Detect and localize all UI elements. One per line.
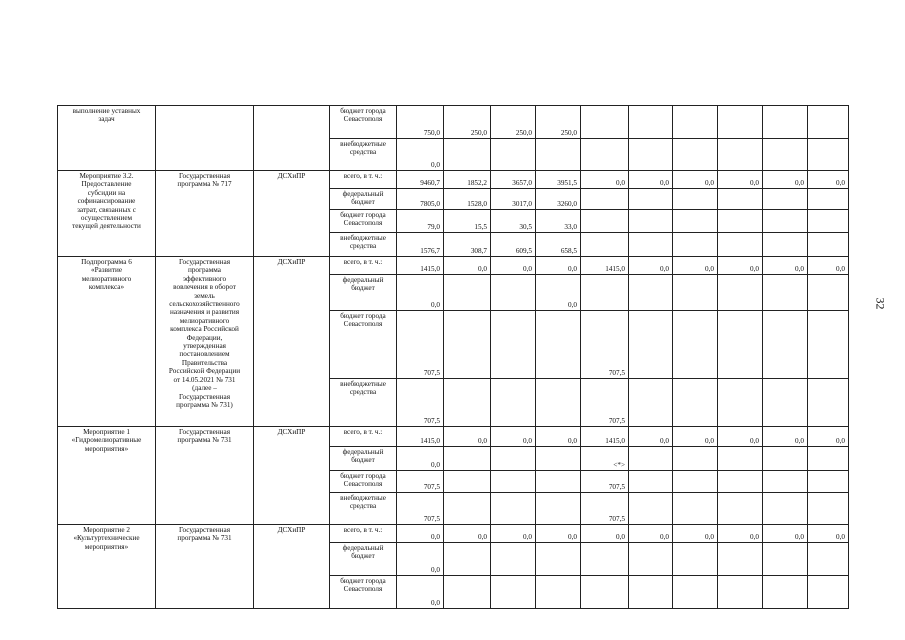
amount-cell — [807, 105, 849, 139]
amount-value: 0,0 — [660, 532, 669, 541]
amount-value: 0,0 — [836, 264, 845, 273]
amount-cell — [443, 426, 491, 447]
amount-cell — [717, 542, 763, 576]
amount-value: 3017,0 — [512, 199, 532, 208]
amount-cell — [762, 209, 808, 233]
amount-value: 707,5 — [423, 368, 440, 377]
amount-cell — [628, 209, 673, 233]
amount-value: 308,7 — [470, 246, 487, 255]
amount-cell — [580, 274, 629, 311]
amount-value: 0,0 — [431, 565, 440, 574]
amount-cell — [535, 170, 581, 189]
amount-cell — [717, 310, 763, 379]
program-basis-cell: Государственная программа № 717 — [155, 170, 254, 257]
executor-cell: ДСХиПР — [253, 524, 330, 609]
amount-cell — [717, 170, 763, 189]
amount-value: 1852,2 — [467, 178, 487, 187]
amount-cell — [762, 138, 808, 171]
amount-cell — [717, 188, 763, 210]
amount-cell — [762, 470, 808, 493]
amount-cell — [717, 470, 763, 493]
program-basis-cell: Государственная программа № 731 — [155, 524, 254, 609]
amount-value: 707,5 — [608, 514, 625, 523]
amount-value: 707,5 — [423, 416, 440, 425]
amount-cell — [580, 188, 629, 210]
amount-cell — [535, 470, 581, 493]
amount-cell — [807, 232, 849, 257]
amount-value: 33,0 — [564, 222, 577, 231]
executor-cell — [253, 105, 330, 171]
amount-cell — [717, 524, 763, 543]
page-number: 32 — [873, 297, 888, 310]
amount-cell — [580, 170, 629, 189]
amount-cell — [443, 232, 491, 257]
amount-cell — [396, 446, 444, 471]
amount-value: 0,0 — [660, 436, 669, 445]
amount-value: <*> — [613, 460, 625, 469]
amount-cell — [443, 105, 491, 139]
amount-cell — [535, 105, 581, 139]
amount-cell — [807, 492, 849, 525]
funding-source-cell: внебюджетные средства — [329, 232, 397, 257]
amount-cell — [672, 256, 718, 275]
amount-cell — [443, 138, 491, 171]
amount-value: 0,0 — [750, 178, 759, 187]
amount-value: 1528,0 — [467, 199, 487, 208]
amount-cell — [672, 575, 718, 609]
amount-cell — [580, 138, 629, 171]
amount-cell — [672, 170, 718, 189]
funding-source-cell: всего, в т. ч.: — [329, 170, 397, 189]
amount-cell — [628, 378, 673, 427]
amount-cell — [396, 378, 444, 427]
amount-cell — [490, 542, 536, 576]
amount-value: 1415,0 — [605, 264, 625, 273]
amount-cell — [628, 170, 673, 189]
amount-cell — [672, 138, 718, 171]
funding-source-cell: бюджет города Севастополя — [329, 470, 397, 493]
amount-cell — [807, 470, 849, 493]
amount-cell — [672, 209, 718, 233]
amount-cell — [443, 256, 491, 275]
amount-cell — [490, 232, 536, 257]
amount-cell — [396, 138, 444, 171]
amount-cell — [807, 575, 849, 609]
amount-cell — [535, 446, 581, 471]
amount-value: 0,0 — [836, 436, 845, 445]
funding-source-cell: всего, в т. ч.: — [329, 256, 397, 275]
amount-value: 0,0 — [431, 532, 440, 541]
amount-cell — [535, 274, 581, 311]
amount-cell — [762, 426, 808, 447]
executor-cell: ДСХиПР — [253, 426, 330, 525]
amount-value: 0,0 — [523, 264, 532, 273]
amount-cell — [762, 274, 808, 311]
amount-cell — [396, 170, 444, 189]
amount-cell — [628, 524, 673, 543]
amount-cell — [490, 575, 536, 609]
amount-cell — [807, 542, 849, 576]
amount-cell — [535, 378, 581, 427]
amount-value: 0,0 — [705, 264, 714, 273]
amount-cell — [443, 274, 491, 311]
amount-cell — [717, 378, 763, 427]
amount-value: 0,0 — [795, 436, 804, 445]
amount-cell — [807, 138, 849, 171]
amount-cell — [490, 138, 536, 171]
amount-cell — [628, 105, 673, 139]
program-basis-cell — [155, 105, 254, 171]
amount-value: 0,0 — [836, 532, 845, 541]
funding-source-cell: федеральный бюджет — [329, 274, 397, 311]
amount-value: 0,0 — [705, 436, 714, 445]
amount-cell — [580, 470, 629, 493]
amount-cell — [672, 232, 718, 257]
amount-cell — [490, 274, 536, 311]
activity-name-cell: Подпрограмма 6 «Развитие мелиоративного комплекса» — [57, 256, 156, 427]
amount-cell — [443, 378, 491, 427]
amount-cell — [807, 209, 849, 233]
amount-cell — [628, 256, 673, 275]
amount-cell — [762, 446, 808, 471]
amount-value: 0,0 — [836, 178, 845, 187]
amount-cell — [717, 426, 763, 447]
amount-value: 0,0 — [568, 436, 577, 445]
amount-cell — [762, 524, 808, 543]
funding-source-cell: бюджет города Севастополя — [329, 310, 397, 379]
funding-source-cell: внебюджетные средства — [329, 492, 397, 525]
amount-cell — [580, 378, 629, 427]
amount-cell — [443, 209, 491, 233]
amount-cell — [762, 310, 808, 379]
amount-value: 3951,5 — [557, 178, 577, 187]
amount-cell — [672, 274, 718, 311]
amount-value: 15,5 — [474, 222, 487, 231]
amount-value: 30,5 — [519, 222, 532, 231]
amount-value: 750,0 — [423, 128, 440, 137]
amount-cell — [490, 492, 536, 525]
executor-cell: ДСХиПР — [253, 256, 330, 427]
amount-value: 250,0 — [515, 128, 532, 137]
amount-cell — [672, 492, 718, 525]
amount-cell — [717, 492, 763, 525]
amount-value: 1415,0 — [420, 264, 440, 273]
amount-cell — [580, 256, 629, 275]
amount-cell — [762, 188, 808, 210]
amount-cell — [490, 310, 536, 379]
amount-cell — [628, 188, 673, 210]
amount-cell — [580, 446, 629, 471]
amount-cell — [396, 542, 444, 576]
amount-value: 0,0 — [478, 264, 487, 273]
amount-cell — [396, 188, 444, 210]
funding-source-cell: всего, в т. ч.: — [329, 524, 397, 543]
amount-cell — [490, 209, 536, 233]
amount-value: 79,0 — [427, 222, 440, 231]
funding-source-cell: внебюджетные средства — [329, 138, 397, 171]
amount-cell — [490, 470, 536, 493]
amount-cell — [535, 209, 581, 233]
amount-cell — [672, 188, 718, 210]
amount-cell — [580, 105, 629, 139]
amount-value: 609,5 — [515, 246, 532, 255]
amount-cell — [580, 542, 629, 576]
amount-value: 1415,0 — [605, 436, 625, 445]
amount-cell — [807, 524, 849, 543]
program-basis-cell: Государственная программа эффективного вовлечения в оборот земель сельскохозяйственного назначения и развития мелиоративного комплекса Российской Федерации, утвержденная постановлением Правительства Российской Федерации от 14.05.2021 № 731 (далее – Государственная программа № 731) — [155, 256, 254, 427]
amount-cell — [672, 524, 718, 543]
amount-value: 0,0 — [616, 532, 625, 541]
amount-cell — [443, 575, 491, 609]
amount-value: 0,0 — [568, 532, 577, 541]
funding-source-cell: всего, в т. ч.: — [329, 426, 397, 447]
amount-cell — [443, 492, 491, 525]
amount-cell — [762, 575, 808, 609]
amount-value: 0,0 — [750, 436, 759, 445]
amount-cell — [396, 470, 444, 493]
amount-cell — [717, 256, 763, 275]
amount-value: 0,0 — [523, 532, 532, 541]
funding-source-cell: бюджет города Севастополя — [329, 105, 397, 139]
amount-cell — [580, 310, 629, 379]
amount-value: 707,5 — [423, 514, 440, 523]
amount-value: 707,5 — [608, 482, 625, 491]
funding-source-cell: бюджет города Севастополя — [329, 575, 397, 609]
amount-value: 7805,0 — [420, 199, 440, 208]
funding-source-cell: федеральный бюджет — [329, 542, 397, 576]
amount-cell — [807, 274, 849, 311]
amount-value: 0,0 — [795, 178, 804, 187]
amount-cell — [807, 170, 849, 189]
amount-cell — [628, 575, 673, 609]
amount-cell — [672, 378, 718, 427]
amount-cell — [580, 232, 629, 257]
amount-cell — [443, 446, 491, 471]
amount-value: 250,0 — [560, 128, 577, 137]
program-basis-cell: Государственная программа № 731 — [155, 426, 254, 525]
amount-cell — [443, 542, 491, 576]
amount-cell — [535, 310, 581, 379]
amount-cell — [762, 105, 808, 139]
amount-value: 0,0 — [478, 436, 487, 445]
amount-value: 9460,7 — [420, 178, 440, 187]
amount-value: 3657,0 — [512, 178, 532, 187]
amount-cell — [762, 378, 808, 427]
amount-value: 707,5 — [423, 482, 440, 491]
amount-cell — [717, 138, 763, 171]
amount-cell — [396, 274, 444, 311]
amount-cell — [443, 524, 491, 543]
amount-cell — [535, 188, 581, 210]
amount-cell — [396, 492, 444, 525]
amount-value: 0,0 — [523, 436, 532, 445]
amount-cell — [807, 378, 849, 427]
amount-value: 3260,0 — [557, 199, 577, 208]
amount-cell — [396, 105, 444, 139]
amount-cell — [717, 575, 763, 609]
amount-value: 0,0 — [705, 532, 714, 541]
amount-cell — [717, 209, 763, 233]
activity-name-cell: Мероприятие 2 «Культуртехнические мероприятия» — [57, 524, 156, 609]
activity-name-cell: выполнение уставных задач — [57, 105, 156, 171]
amount-cell — [535, 492, 581, 525]
amount-value: 707,5 — [608, 368, 625, 377]
amount-cell — [762, 256, 808, 275]
amount-cell — [490, 426, 536, 447]
amount-value: 1415,0 — [420, 436, 440, 445]
amount-value: 250,0 — [470, 128, 487, 137]
amount-value: 0,0 — [568, 300, 577, 309]
amount-cell — [396, 209, 444, 233]
amount-cell — [535, 426, 581, 447]
amount-cell — [396, 310, 444, 379]
amount-cell — [396, 426, 444, 447]
amount-value: 0,0 — [478, 532, 487, 541]
amount-value: 658,5 — [560, 246, 577, 255]
amount-cell — [807, 256, 849, 275]
amount-value: 0,0 — [431, 160, 440, 169]
amount-value: 0,0 — [431, 598, 440, 607]
amount-cell — [580, 209, 629, 233]
amount-cell — [490, 170, 536, 189]
amount-cell — [580, 575, 629, 609]
amount-cell — [535, 138, 581, 171]
amount-cell — [490, 256, 536, 275]
amount-cell — [717, 274, 763, 311]
amount-value: 0,0 — [616, 178, 625, 187]
amount-cell — [628, 492, 673, 525]
amount-cell — [628, 310, 673, 379]
amount-value: 0,0 — [431, 300, 440, 309]
amount-cell — [672, 426, 718, 447]
amount-cell — [628, 470, 673, 493]
amount-cell — [717, 446, 763, 471]
amount-cell — [672, 446, 718, 471]
amount-cell — [762, 232, 808, 257]
amount-cell — [443, 310, 491, 379]
amount-cell — [807, 446, 849, 471]
amount-cell — [580, 524, 629, 543]
amount-value: 707,5 — [608, 416, 625, 425]
amount-value: 0,0 — [750, 264, 759, 273]
amount-value: 0,0 — [750, 532, 759, 541]
funding-source-cell: федеральный бюджет — [329, 446, 397, 471]
amount-cell — [535, 524, 581, 543]
amount-value: 0,0 — [705, 178, 714, 187]
amount-cell — [443, 170, 491, 189]
funding-source-cell: бюджет города Севастополя — [329, 209, 397, 233]
amount-value: 0,0 — [660, 178, 669, 187]
amount-cell — [628, 138, 673, 171]
amount-cell — [580, 492, 629, 525]
amount-cell — [807, 310, 849, 379]
amount-cell — [396, 232, 444, 257]
amount-cell — [807, 188, 849, 210]
amount-value: 0,0 — [431, 460, 440, 469]
amount-value: 0,0 — [660, 264, 669, 273]
amount-cell — [762, 170, 808, 189]
amount-cell — [396, 575, 444, 609]
funding-source-cell: федеральный бюджет — [329, 188, 397, 210]
amount-cell — [807, 426, 849, 447]
amount-cell — [628, 542, 673, 576]
amount-cell — [672, 542, 718, 576]
amount-cell — [490, 446, 536, 471]
activity-name-cell: Мероприятие 1 «Гидромелиоративные мероприятия» — [57, 426, 156, 525]
amount-cell — [443, 188, 491, 210]
amount-cell — [490, 188, 536, 210]
amount-cell — [762, 542, 808, 576]
amount-value: 1576,7 — [420, 246, 440, 255]
amount-cell — [535, 575, 581, 609]
amount-cell — [490, 105, 536, 139]
amount-cell — [535, 232, 581, 257]
amount-value: 0,0 — [795, 532, 804, 541]
amount-cell — [717, 105, 763, 139]
amount-cell — [490, 524, 536, 543]
amount-cell — [628, 446, 673, 471]
amount-cell — [396, 524, 444, 543]
amount-cell — [580, 426, 629, 447]
executor-cell: ДСХиПР — [253, 170, 330, 257]
amount-value: 0,0 — [568, 264, 577, 273]
amount-cell — [396, 256, 444, 275]
amount-cell — [672, 310, 718, 379]
amount-cell — [490, 378, 536, 427]
amount-cell — [535, 542, 581, 576]
activity-name-cell: Мероприятие 3.2. Предоставление субсидии на софинансирование затрат, связанных с осуществлением текущей деятельности — [57, 170, 156, 257]
funding-source-cell: внебюджетные средства — [329, 378, 397, 427]
amount-cell — [628, 232, 673, 257]
amount-cell — [628, 274, 673, 311]
amount-cell — [672, 105, 718, 139]
amount-cell — [443, 470, 491, 493]
amount-cell — [672, 470, 718, 493]
amount-cell — [717, 232, 763, 257]
amount-value: 0,0 — [795, 264, 804, 273]
amount-cell — [535, 256, 581, 275]
amount-cell — [762, 492, 808, 525]
amount-cell — [628, 426, 673, 447]
